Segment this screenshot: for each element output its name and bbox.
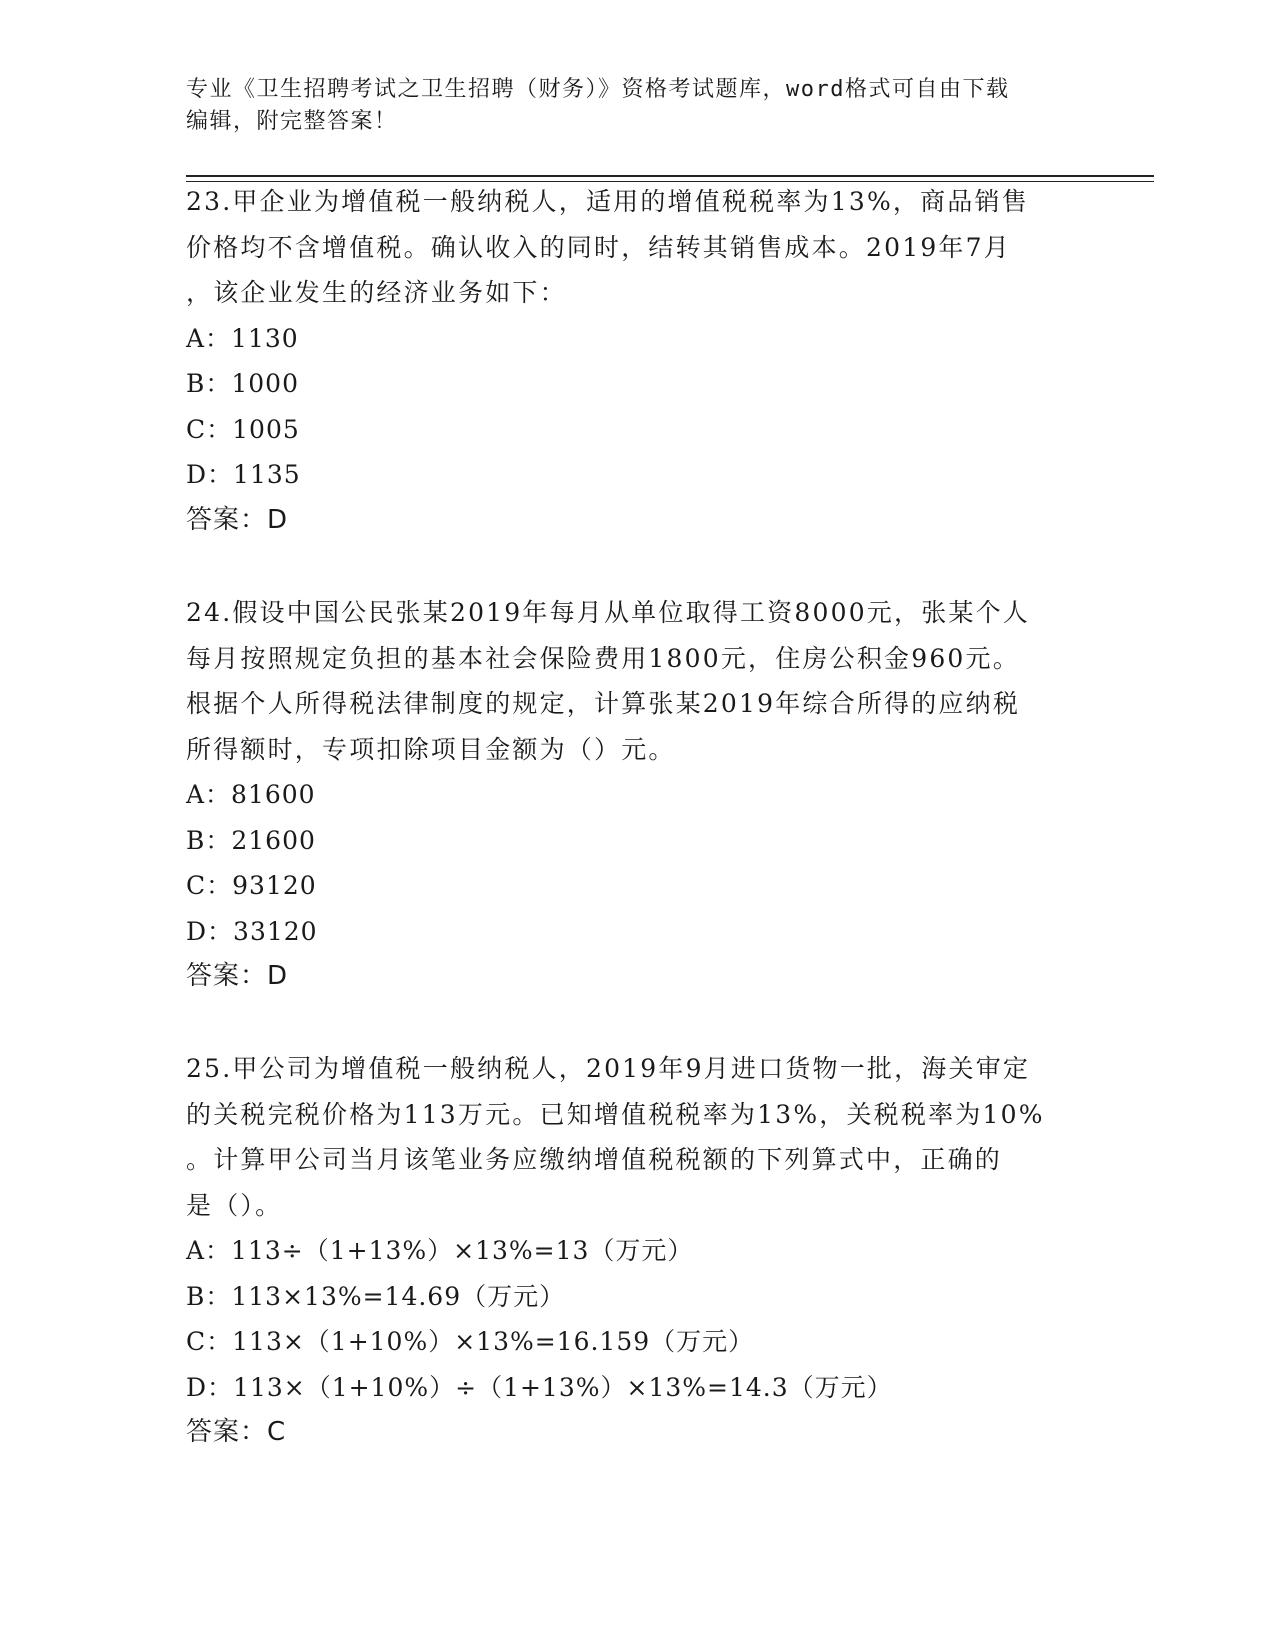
stem-line: 每月按照规定负担的基本社会保险费用1800元，住房公积金960元。 — [186, 643, 1020, 673]
question-25 — [186, 1046, 1086, 1456]
answer-label: 答案：D — [186, 961, 289, 991]
question-24 — [186, 590, 1086, 1000]
question-stem — [186, 179, 1086, 316]
header-line-2: 编辑，附完整答案！ — [186, 109, 398, 134]
stem-line: 的关税完税价格为113万元。已知增值税税率为13%，关税税率为10% — [186, 1099, 1045, 1129]
option-b: B：113×13%=14.69（万元） — [186, 1281, 566, 1311]
option-a: A：81600 — [186, 780, 316, 809]
option-a: A：1130 — [186, 323, 299, 353]
option-d: D：1135 — [186, 460, 301, 489]
stem-line: 24.假设中国公民张某2019年每月从单位取得工资8000元，张某个人 — [186, 598, 1031, 627]
header-divider-thick — [186, 175, 1154, 177]
option-d: D：113×（1+10%）÷（1+13%）×13%=14.3（万元） — [186, 1372, 893, 1402]
stem-line: 是（）。 — [186, 1190, 283, 1220]
option-c: C：1005 — [186, 414, 300, 444]
option-d: D：33120 — [186, 916, 318, 946]
stem-line: ，该企业发生的经济业务如下： — [186, 278, 567, 307]
stem-line: 根据个人所得税法律制度的规定，计算张某2019年综合所得的应纳税 — [186, 689, 1021, 718]
option-b: B：1000 — [186, 369, 299, 398]
option-c: C：93120 — [186, 871, 317, 900]
stem-line: 。计算甲公司当月该笔业务应缴纳增值税税额的下列算式中，正确的 — [186, 1145, 1003, 1174]
question-stem — [186, 1046, 1086, 1228]
question-23 — [186, 179, 1086, 543]
answer-label: 答案：C — [186, 1417, 287, 1447]
stem-line: 所得额时，专项扣除项目金额为（）元。 — [186, 734, 676, 764]
stem-line: 25.甲公司为增值税一般纳税人，2019年9月进口货物一批，海关审定 — [186, 1054, 1031, 1083]
option-b: B：21600 — [186, 825, 316, 855]
header-line-1: 专业《卫生招聘考试之卫生招聘（财务）》资格考试题库，word格式可自由下载 — [186, 77, 1010, 102]
document-header — [186, 74, 1066, 138]
answer-label: 答案：D — [186, 504, 289, 535]
stem-line: 价格均不含增值税。确认收入的同时，结转其销售成本。2019年7月 — [186, 232, 1011, 262]
option-c: C：113×（1+10%）×13%=16.159（万元） — [186, 1327, 755, 1356]
option-a: A：113÷（1+13%）×13%=13（万元） — [186, 1236, 694, 1265]
stem-line: 23.甲企业为增值税一般纳税人，适用的增值税税率为13%，商品销售 — [186, 187, 1029, 216]
question-stem — [186, 590, 1086, 772]
